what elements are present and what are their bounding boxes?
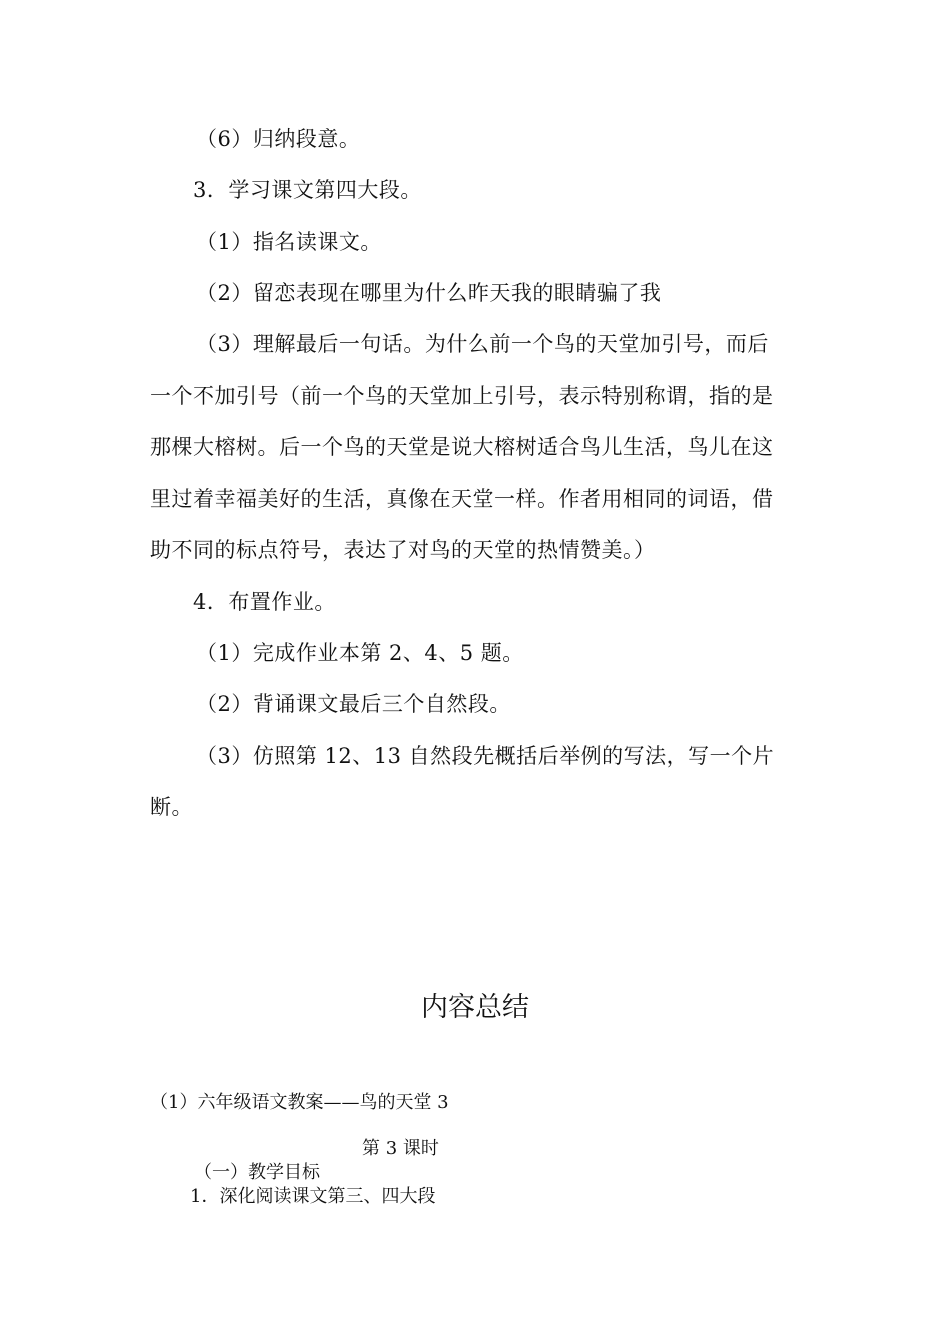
paragraph-line: （2）留恋表现在哪里为什么昨天我的眼睛骗了我: [196, 281, 662, 305]
paragraph-line: 里过着幸福美好的生活，真像在天堂一样。作者用相同的词语，借: [150, 487, 774, 511]
summary-title: 内容总结: [421, 992, 529, 1023]
paragraph-line: 一个不加引号（前一个鸟的天堂加上引号，表示特别称谓，指的是: [150, 384, 774, 408]
paragraph-line: （3）仿照第 12、13 自然段先概括后举例的写法，写一个片: [196, 744, 775, 768]
paragraph-line: （1）完成作业本第 2、4、5 题。: [196, 641, 524, 665]
objective-item: 1．深化阅读课文第三、四大段: [190, 1186, 436, 1207]
paragraph-line: 4．布置作业。: [193, 590, 336, 614]
lesson-label: 第 3 课时: [362, 1138, 439, 1159]
paragraph-line: （1）指名读课文。: [196, 230, 382, 254]
section-heading: （一）教学目标: [194, 1162, 320, 1183]
paragraph-line: （2）背诵课文最后三个自然段。: [196, 692, 511, 716]
paragraph-line: 3．学习课文第四大段。: [193, 178, 422, 202]
paragraph-line: （6）归纳段意。: [196, 127, 361, 151]
paragraph-line: 助不同的标点符号，表达了对鸟的天堂的热情赞美。）: [150, 538, 656, 562]
paragraph-line: （3）理解最后一句话。为什么前一个鸟的天堂加引号，而后: [196, 332, 769, 356]
paragraph-line: 那棵大榕树。后一个鸟的天堂是说大榕树适合鸟儿生活，鸟儿在这: [150, 435, 774, 459]
summary-item: （1）六年级语文教案——鸟的天堂 3: [150, 1092, 449, 1113]
paragraph-line: 断。: [150, 795, 193, 819]
